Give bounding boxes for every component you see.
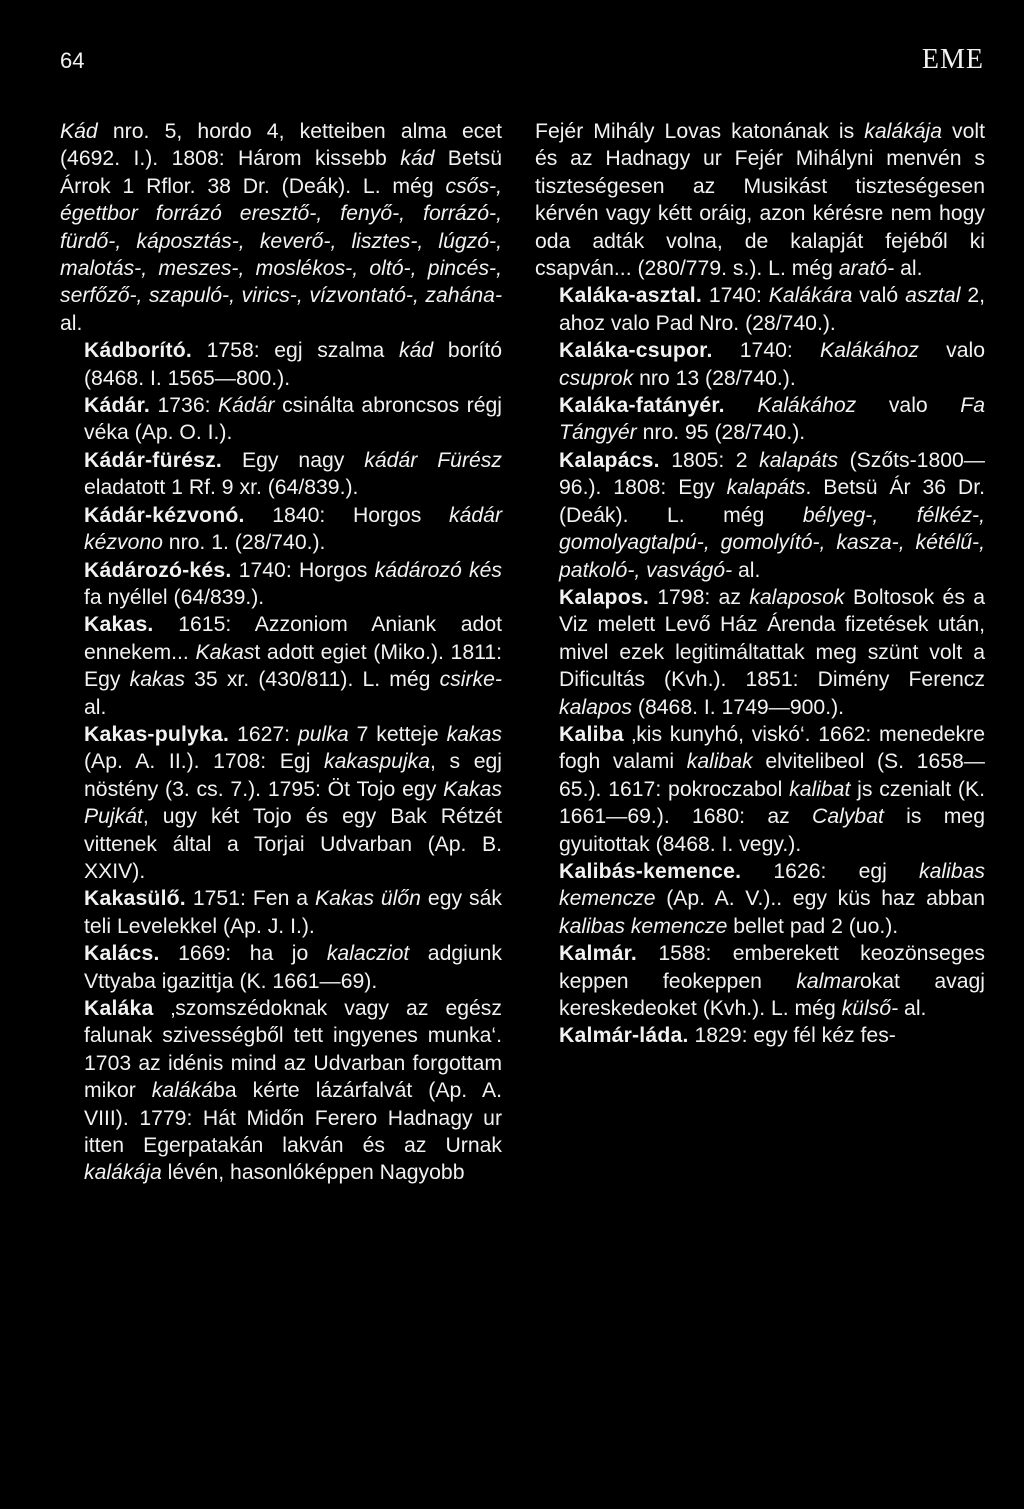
dictionary-entry xyxy=(535,282,985,337)
dictionary-entry xyxy=(60,502,502,557)
entry-body: 1627: pulka 7 ketteje kakas (Ap. A. II.). 1708: Egj kakaspujka, s egj nöstény (3. cs. 7.). 1795: Öt Tojo egy Kakas Pujkát, ugy két Tojo és egy Bak Rétzét vittenek által a Torjai Udvarban (Ap. B. XXIV). xyxy=(84,722,502,883)
entry-headword: Kádár. xyxy=(84,394,150,418)
entry-body: 1588: emberekett keozönseges keppen feokeppen kalmarokat avagj kereskedeoket (Kvh.). L. még külső- al. xyxy=(559,942,986,1020)
running-head: EME xyxy=(921,44,984,75)
dictionary-entry xyxy=(60,995,502,1187)
entry-headword: Kalmár-láda. xyxy=(559,1024,689,1048)
right-column xyxy=(535,118,985,1050)
dictionary-entry xyxy=(60,447,502,502)
dictionary-entry xyxy=(60,611,502,721)
entry-headword: Kakas-pulyka. xyxy=(84,722,230,746)
entry-headword: Kádározó-kés. xyxy=(84,558,232,582)
dictionary-entry xyxy=(535,447,985,584)
dictionary-entry xyxy=(535,337,985,392)
entry-body: 1669: ha jo kalacziot adgiunk Vttyaba igazittja (K. 1661—69). xyxy=(84,942,502,993)
entry-body: 1626: egj kalibas kemencze (Ap. A. V.).. egy küs haz abban kalibas kemencze bellet pad 2 (uo.). xyxy=(559,859,985,938)
entry-headword: Kádár-kézvonó. xyxy=(84,503,245,527)
entry-body: Kalákához valo Fa Tángyér nro. 95 (28/740.). xyxy=(559,394,985,445)
dictionary-entry xyxy=(535,1022,985,1049)
dictionary-entry xyxy=(535,858,985,940)
entry-headword: Kalmár. xyxy=(559,942,637,966)
dictionary-entry xyxy=(60,392,502,447)
dictionary-entry xyxy=(60,557,502,612)
entry-headword: Kakasülő. xyxy=(84,887,186,911)
entry-body: 1740: Horgos kádározó kés fa nyéllel (64/839.). xyxy=(84,558,502,609)
entry-body: 1736: Kádár csinálta abroncsos régj véka (Ap. O. I.). xyxy=(84,394,502,445)
entry-body: 1798: az kalaposok Boltosok és a Viz melett Levő Ház Árenda fizetések után, mivel ezek legitimáltattak meg szünt volt a Dificultás (Kvh.). 1851: Dimény Ferencz kalapos (8468. I. 1749—900.). xyxy=(559,585,985,719)
dictionary-entry xyxy=(535,940,985,1022)
dictionary-entry xyxy=(60,940,502,995)
entry-body: 1805: 2 kalapáts (Szőts-1800—96.). 1808: Egy kalapáts. Betsü Ár 36 Dr. (Deák). L. még bélyeg-, félkéz-, gomolyagtalpú-, gomolyító-, kasza-, kétélű-, patkoló-, vasvágó- al. xyxy=(559,448,985,582)
entry-headword: Kádár-fürész. xyxy=(84,448,223,472)
entry-headword: Kalács. xyxy=(84,942,160,966)
dictionary-entry xyxy=(535,118,985,282)
entry-headword: Kaláka-csupor. xyxy=(559,339,713,363)
entry-body: 1615: Azzoniom Aniank adot ennekem... Kakast adott egiet (Miko.). 1811: Egy kakas 35 xr. (430/811). L. még csirke- al. xyxy=(84,613,502,719)
entry-body: 1740: Kalákára való asztal 2, ahoz valo Pad Nro. (28/740.). xyxy=(559,284,985,335)
dictionary-entry xyxy=(60,721,502,885)
dictionary-entry xyxy=(535,392,985,447)
entry-body: Kád nro. 5, hordo 4, ketteiben alma ecet (4692. I.). 1808: Három kissebb kád Betsü Árrok 1 Rflor. 38 Dr. (Deák). L. még csős-, égettbor forrázó eresztő-, fenyő-, forrázó-, fürdő-, káposztás-, keverő-, lisztes-, lúgzó-, malotás-, meszes-, moslékos-, oltó-, pincés-, serfőző-, szapuló-, virics-, vízvontató-, zahána- al. xyxy=(60,120,502,335)
entry-headword: Kaláka xyxy=(84,997,154,1020)
entry-body: ‚kis kunyhó, viskó‘. 1662: menedekre fogh valami kalibak elvitelibeol (S. 1658—65.). 1617: pokroczabol kalibat js czenialt (K. 1661—69.). 1680: az Calybat is meg gyuitottak (8468. I. vegy.). xyxy=(559,722,986,856)
dictionary-entry xyxy=(60,885,502,940)
entry-body: Egy nagy kádár Fürész eladatott 1 Rf. 9 xr. (64/839.). xyxy=(84,448,502,500)
page-number: 64 xyxy=(60,48,85,73)
dictionary-entry xyxy=(535,721,985,858)
entry-body: 1758: egj szalma kád borító (8468. I. 1565—800.). xyxy=(84,339,502,390)
left-column xyxy=(60,118,502,1187)
entry-body: 1829: egy fél kéz fes- xyxy=(688,1024,896,1048)
entry-headword: Kaláka-asztal. xyxy=(559,284,702,308)
entry-headword: Kaláka-fatányér. xyxy=(559,394,725,418)
entry-headword: Kádborító. xyxy=(84,339,192,363)
entry-headword: Kalapács. xyxy=(559,448,660,472)
entry-headword: Kalibás-kemence. xyxy=(559,859,742,883)
entry-body: ‚szomszédoknak vagy az egész falunak szivességből tett ingyenes munka‘. 1703 az idénis mind az Udvarban forgottam mikor kalákába kérte lázárfalvát (Ap. A. VIII). 1779: Hát Midőn Ferero Hadnagy ur itten Egerpatakán lakván és az Urnak kalákája lévén, hasonlóképpen Nagyobb xyxy=(84,997,502,1185)
entry-headword: Kalapos. xyxy=(559,585,649,609)
entry-body: 1751: Fen a Kakas ülőn egy sák teli Levelekkel (Ap. J. I.). xyxy=(84,887,502,938)
entry-body: 1740: Kalákához valo csuprok nro 13 (28/740.). xyxy=(559,339,985,390)
entry-body: 1840: Horgos kádár kézvono nro. 1. (28/740.). xyxy=(84,503,502,555)
entry-body: Fejér Mihály Lovas katonának is kalákája volt és az Hadnagy ur Fejér Mihályni menvén s tiszteségesen az Musikást tiszteségesen kérvén vagy kétt oráig, azon kérésre nem hogy oda adták volna, de kalapját fejéből ki csapván... (280/779. s.). L. még arató- al. xyxy=(535,120,985,281)
dictionary-entry xyxy=(535,584,985,721)
dictionary-entry xyxy=(60,118,502,337)
entry-headword: Kaliba xyxy=(559,722,624,746)
entry-headword: Kakas. xyxy=(84,613,154,637)
dictionary-entry xyxy=(60,337,502,392)
page-header xyxy=(60,44,984,78)
